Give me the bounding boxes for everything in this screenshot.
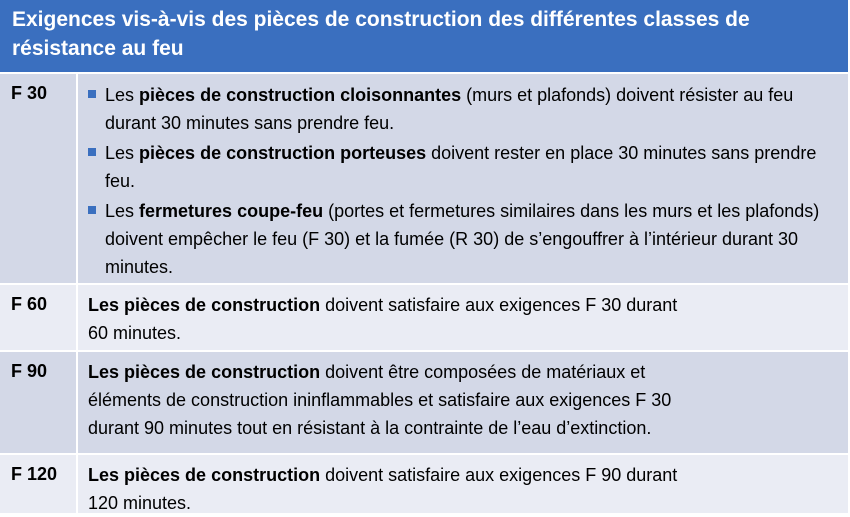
bullet-square-icon [88, 148, 96, 156]
row-bold-text: Les pièces de construction [88, 295, 321, 315]
row-text: 120 minutes. [88, 493, 192, 513]
bullet-text: doivent rester en place 30 minutes sans prendre feu. [105, 143, 817, 191]
row-text: doivent être composées de matériaux et [320, 362, 646, 382]
row-label: F 120 [0, 455, 78, 513]
table-row-f30 [0, 72, 848, 283]
row-content [78, 455, 848, 517]
table-title [0, 0, 848, 72]
bullet-text: Les [105, 201, 140, 221]
bullet-bold-text: pièces de construction cloisonnantes [139, 85, 462, 105]
row-text: durant 90 minutes tout en résistant à la contrainte de l’eau d’extinction. [88, 418, 652, 438]
row-text: éléments de construction ininflammables et satisfaire aux exigences F 30 [88, 390, 672, 410]
row-bold-text: Les pièces de construction [88, 465, 321, 485]
bullet-bold-text: pièces de construction porteuses [139, 143, 427, 163]
row-content [78, 352, 848, 442]
list-item [88, 139, 838, 195]
row-content [78, 74, 848, 283]
bullet-text: Les [105, 143, 140, 163]
bullet-text: (portes et fermetures similaires dans les murs et les plafonds) doivent empêcher le feu (F 30) et la fumée (R 30) de s’engouffrer à l’intérieur durant 30 minutes. [105, 201, 820, 277]
list-item [88, 197, 838, 281]
table-row-f60 [0, 283, 848, 350]
table-title-text: Exigences vis-à-vis des pièces de construction des différentes classes de résistance au feu [12, 8, 750, 60]
bullet-text: Les [105, 85, 140, 105]
row-text: doivent satisfaire aux exigences F 30 durant [320, 295, 678, 315]
row-label: F 60 [0, 285, 78, 350]
row-label: F 90 [0, 352, 78, 453]
list-item [88, 81, 838, 137]
bullet-text: (murs et plafonds) doivent résister au feu durant 30 minutes sans prendre feu. [105, 85, 794, 133]
row-label: F 30 [0, 74, 78, 283]
bullet-bold-text: fermetures coupe-feu [139, 201, 324, 221]
bullet-square-icon [88, 90, 96, 98]
table-row-f90 [0, 350, 848, 453]
table-row-f120 [0, 453, 848, 513]
row-text: 60 minutes. [88, 323, 182, 343]
bullet-square-icon [88, 206, 96, 214]
row-text: doivent satisfaire aux exigences F 90 durant [320, 465, 678, 485]
row-content [78, 285, 848, 347]
row-bold-text: Les pièces de construction [88, 362, 321, 382]
